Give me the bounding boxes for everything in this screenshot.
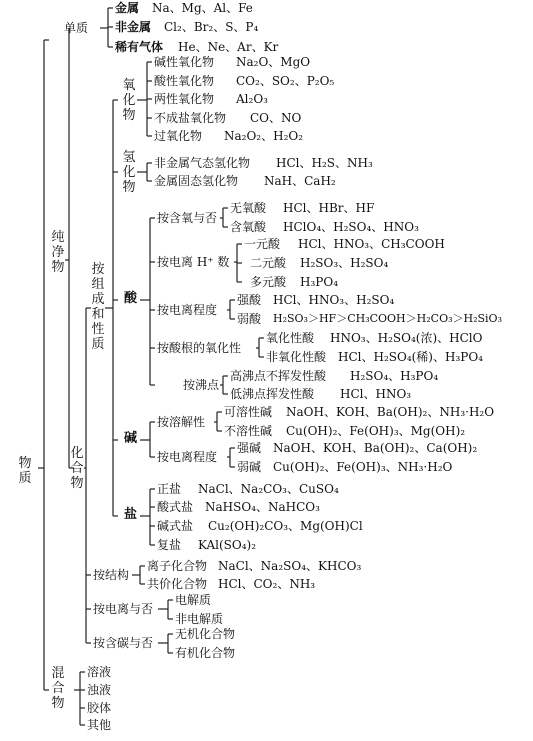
mixture-item: 浊液: [87, 683, 112, 697]
acid-item-name: 低沸点挥发性酸: [230, 387, 315, 401]
root-label: 物质: [18, 456, 32, 486]
elementary-label: 单质: [64, 21, 89, 35]
base-item-name: 强碱: [237, 441, 262, 455]
elementary-item-name: 稀有气体: [115, 40, 164, 54]
mixture-item: 其他: [87, 718, 112, 732]
structure-item-examples: NaCl、Na₂SO₄、KHCO₃: [218, 559, 362, 573]
acid-by-degree-label: 按电离程度: [157, 303, 218, 317]
elementary-item-examples: He、Ne、Ar、Kr: [178, 40, 279, 54]
oxide-item-name: 酸性氧化物: [154, 74, 215, 88]
structure-item-examples: HCl、CO₂、NH₃: [218, 577, 316, 591]
base-item-examples: NaOH、KOH、Ba(OH)₂、Ca(OH)₂: [273, 441, 478, 455]
elementary-item-name: 金属: [115, 1, 140, 15]
by-structure-label: 按结构: [93, 568, 130, 582]
mixture-label: 混合物: [51, 666, 65, 711]
hydride-item-examples: HCl、H₂S、NH₃: [276, 156, 373, 170]
base-item-name: 弱碱: [237, 460, 262, 474]
salt-item-name: 酸式盐: [157, 500, 194, 514]
acid-by-boiling-label: 按沸点: [183, 378, 220, 392]
elementary-item-examples: Cl₂、Br₂、S、P₄: [164, 20, 259, 34]
acid-item-examples: HClO₄、H₂SO₄、HNO₃: [283, 220, 419, 234]
acid-item-name: 多元酸: [250, 275, 287, 289]
mixture-item: 胶体: [87, 701, 112, 715]
oxide-label: 氧化物: [122, 78, 136, 123]
elementary-item-examples: Na、Mg、Al、Fe: [152, 1, 253, 15]
oxide-item-examples: Na₂O、MgO: [236, 55, 311, 69]
base-item-examples: NaOH、KOH、Ba(OH)₂、NH₃·H₂O: [286, 405, 495, 419]
salt-item-name: 复盐: [157, 538, 182, 552]
ionization-item: 非电解质: [175, 612, 224, 626]
by-ionization-label: 按电离与否: [93, 602, 154, 616]
elementary-item-name: 非金属: [115, 20, 152, 34]
salt-item-examples: Cu₂(OH)₂CO₃、Mg(OH)Cl: [208, 519, 363, 533]
hydride-label: 氢化物: [122, 150, 136, 195]
acid-by-oxidizing-label: 按酸根的氧化性: [157, 341, 242, 355]
salt-item-examples: NaCl、Na₂CO₃、CuSO₄: [198, 482, 339, 496]
acid-label: 酸: [124, 291, 138, 306]
hydride-item-examples: NaH、CaH₂: [264, 174, 336, 188]
base-item-name: 不溶性碱: [224, 424, 273, 438]
acid-item-examples: H₂SO₃＞HF＞CH₃COOH＞H₂CO₃＞H₂SiO₃: [273, 312, 502, 325]
base-item-examples: Cu(OH)₂、Fe(OH)₃、Mg(OH)₂: [286, 424, 466, 438]
acid-item-examples: H₃PO₄: [300, 275, 338, 289]
structure-item-name: 离子化合物: [147, 559, 208, 573]
acid-item-examples: HNO₃、H₂SO₄(浓)、HClO: [330, 331, 483, 345]
acid-item-name: 强酸: [237, 293, 262, 307]
salt-item-examples: NaHSO₄、NaHCO₃: [205, 500, 320, 514]
carbon-item: 无机化合物: [175, 627, 236, 641]
mixture-item: 溶液: [87, 665, 112, 679]
acid-by-h-label: 按电离 H⁺ 数: [157, 255, 230, 269]
salt-item-name: 正盐: [157, 482, 182, 496]
base-label: 碱: [124, 431, 138, 446]
pure-substance-label: 纯净物: [51, 230, 65, 275]
salt-label: 盐: [124, 507, 138, 522]
base-by-solubility-label: 按溶解性: [157, 415, 206, 429]
acid-item-name: 高沸点不挥发性酸: [230, 369, 327, 383]
acid-item-examples: HCl、HNO₃、CH₃COOH: [298, 237, 445, 251]
acid-item-name: 氧化性酸: [266, 331, 315, 345]
acid-by-oxygen-label: 按含氧与否: [157, 211, 218, 225]
base-item-examples: Cu(OH)₂、Fe(OH)₃、NH₃·H₂O: [273, 460, 453, 474]
base-item-name: 可溶性碱: [224, 405, 273, 419]
oxide-item-examples: CO₂、SO₂、P₂O₅: [236, 74, 335, 88]
salt-item-name: 碱式盐: [157, 519, 194, 533]
ionization-item: 电解质: [175, 593, 212, 607]
oxide-item-examples: Na₂O₂、H₂O₂: [224, 129, 304, 143]
oxide-item-name: 过氧化物: [154, 129, 203, 143]
oxide-item-name: 不成盐氧化物: [154, 111, 227, 125]
acid-item-name: 非氧化性酸: [266, 350, 327, 364]
acid-item-name: 弱酸: [237, 312, 262, 326]
acid-item-examples: H₂SO₄、H₃PO₄: [350, 369, 439, 383]
acid-item-name: 一元酸: [244, 237, 281, 251]
structure-item-name: 共价化合物: [147, 577, 208, 591]
by-carbon-label: 按含碳与否: [93, 636, 154, 650]
oxide-item-name: 两性氧化物: [154, 92, 215, 106]
acid-item-examples: HCl、HBr、HF: [283, 201, 375, 215]
carbon-item: 有机化合物: [175, 646, 236, 660]
acid-item-examples: H₂SO₃、H₂SO₄: [300, 256, 389, 270]
oxide-item-examples: CO、NO: [250, 111, 302, 125]
salt-item-examples: KAl(SO₄)₂: [198, 538, 257, 552]
compound-label: 化合物: [70, 446, 84, 491]
by-composition-label: 按组成和性质: [91, 262, 105, 352]
acid-item-examples: HCl、H₂SO₄(稀)、H₃PO₄: [338, 350, 483, 364]
oxide-item-examples: Al₂O₃: [236, 92, 268, 106]
base-by-degree-label: 按电离程度: [157, 450, 218, 464]
acid-item-examples: HCl、HNO₃、H₂SO₄: [273, 293, 395, 307]
hydride-item-name: 金属固态氢化物: [154, 174, 239, 188]
oxide-item-name: 碱性氧化物: [154, 55, 215, 69]
acid-item-examples: HCl、HNO₃: [340, 387, 412, 401]
hydride-item-name: 非金属气态氢化物: [154, 156, 251, 170]
acid-item-name: 无氧酸: [230, 201, 267, 215]
acid-item-name: 二元酸: [250, 256, 287, 270]
acid-item-name: 含氧酸: [230, 220, 267, 234]
